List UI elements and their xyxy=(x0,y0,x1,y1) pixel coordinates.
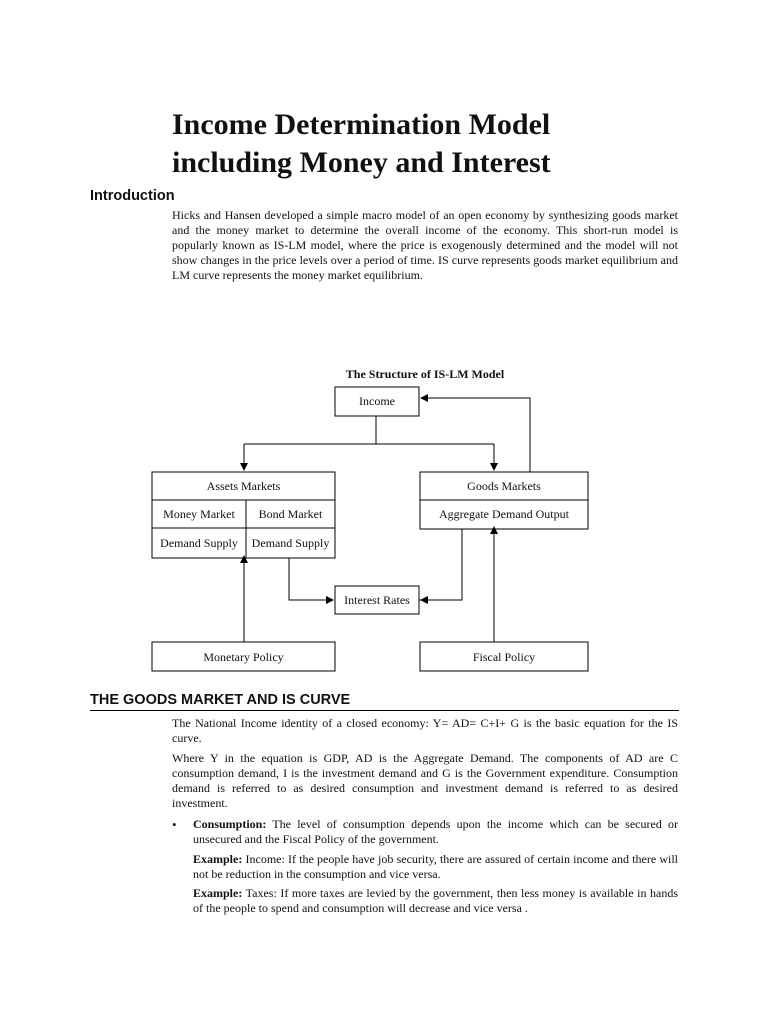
money-market-label: Money Market xyxy=(163,507,235,521)
goods-paragraph-1: The National Income identity of a closed economy: Y= AD= C+I+ G is the basic equation for the IS curve. xyxy=(172,716,678,745)
section-rule xyxy=(90,710,679,711)
title-line-2: including Money and Interest xyxy=(172,146,551,179)
intro-paragraph: Hicks and Hansen developed a simple macro model of an open economy by synthesizing goods market and the money market to determine the overall income of the economy. This short-run model is popularly known as IS-LM model, where the price is exogenously determined and the model will not show changes in the price levels over a period of time. IS curve represents goods market equilibrium and LM curve represents the money market equilibrium. xyxy=(172,208,678,282)
consumption-text: The level of consumption depends upon the income which can be secured or unsecured and the Fiscal Policy of the government. xyxy=(193,817,678,846)
bond-market-label: Bond Market xyxy=(258,507,323,521)
assets-markets-label: Assets Markets xyxy=(206,479,281,493)
interest-rates-label: Interest Rates xyxy=(344,593,410,607)
diagram-title: The Structure of IS-LM Model xyxy=(345,367,505,381)
title-line-1: Income Determination Model xyxy=(172,108,551,141)
example-taxes-text: Taxes: If more taxes are levied by the government, then less money is available in hands of the people to spend and consumption will decrease and vice versa . xyxy=(193,886,678,915)
example-income-text: Income: If the people have job security, there are assured of certain income and there will not be reduction in the consumption and vice versa. xyxy=(193,852,678,881)
goods-markets-label: Goods Markets xyxy=(467,479,541,493)
money-demand-supply-label: Demand Supply xyxy=(160,536,238,550)
consumption-bullet xyxy=(193,817,678,847)
example-taxes xyxy=(193,886,678,916)
bond-demand-supply-label: Demand Supply xyxy=(251,536,330,550)
goods-market-heading: THE GOODS MARKET AND IS CURVE xyxy=(90,692,351,708)
aggregate-demand-output-label: Aggregate Demand Output xyxy=(439,507,569,521)
income-label: Income xyxy=(359,394,395,408)
example-income-label: Example: xyxy=(193,852,243,866)
goods-paragraph-2: Where Y in the equation is GDP, AD is the Aggregate Demand. The components of AD are C consumption demand, I is the investment demand and G is the Government expenditure. Consumption demand is referred to as desired consumption and investment demand is referred to as desired investment. xyxy=(172,751,678,810)
example-income xyxy=(193,852,678,882)
example-taxes-label: Example: xyxy=(193,886,243,900)
bullet-marker: • xyxy=(172,817,177,832)
consumption-label: Consumption: xyxy=(193,817,267,831)
fiscal-policy-label: Fiscal Policy xyxy=(472,650,536,664)
intro-heading: Introduction xyxy=(90,188,175,204)
monetary-policy-label: Monetary Policy xyxy=(203,650,284,664)
